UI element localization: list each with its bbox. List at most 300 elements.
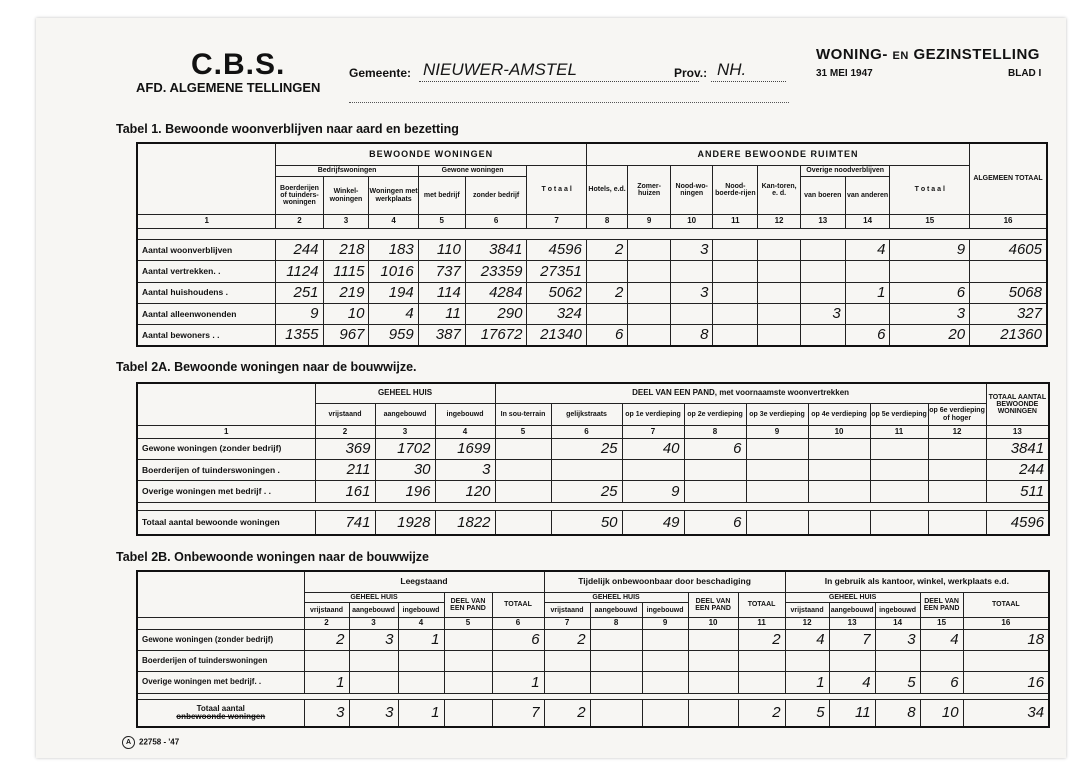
table2a-col-number: 9 <box>746 426 808 438</box>
table1-sub-bedrijf: Bedrijfswoningen <box>276 165 418 176</box>
table2b-col-number: 6 <box>492 618 544 630</box>
table-cell[interactable] <box>642 672 688 693</box>
table2a-col-number: 2 <box>315 426 375 438</box>
table-row <box>137 303 1047 324</box>
table-cell[interactable]: 1699 <box>435 438 495 459</box>
table-cell[interactable] <box>829 651 875 672</box>
table-total-row <box>137 511 1049 536</box>
table-cell[interactable]: 4605 <box>970 239 1047 260</box>
table1-col-met-bedrijf: met bedrijf <box>418 177 465 215</box>
form-title <box>816 46 1040 63</box>
table-cell[interactable]: 1355 <box>276 325 323 346</box>
table2b-geheel-huis: GEHEEL HUIS <box>304 592 444 603</box>
total-cell[interactable]: 34 <box>963 699 1049 727</box>
table2b-deel-pand: DEEL VAN EEN PAND <box>688 592 738 617</box>
total-cell[interactable]: 1822 <box>435 511 495 536</box>
table-cell[interactable] <box>928 460 986 481</box>
table-cell[interactable]: 6 <box>684 438 746 459</box>
table-cell[interactable]: 327 <box>970 303 1047 324</box>
table-cell[interactable] <box>642 629 688 650</box>
table-cell[interactable] <box>713 261 758 282</box>
table-cell[interactable]: 4 <box>920 629 963 650</box>
table-cell[interactable]: 219 <box>323 282 369 303</box>
table2b <box>136 570 1050 728</box>
table-cell[interactable] <box>670 261 713 282</box>
table1 <box>136 142 1048 347</box>
table1-col-number: 15 <box>890 215 970 228</box>
table-cell[interactable]: 2 <box>304 629 349 650</box>
table-cell[interactable] <box>628 239 671 260</box>
table-cell[interactable]: 737 <box>418 261 465 282</box>
table-cell[interactable] <box>870 438 928 459</box>
table-cell[interactable] <box>349 672 398 693</box>
table-cell[interactable] <box>628 261 671 282</box>
table2b-title: Tabel 2B. Onbewoonde woningen naar de bouwwijze <box>116 550 429 564</box>
table-cell[interactable]: 110 <box>418 239 465 260</box>
table2b-group-header: In gebruik als kantoor, winkel, werkplaats e.d. <box>785 571 1049 592</box>
table-cell[interactable]: 21340 <box>527 325 586 346</box>
table-cell[interactable] <box>758 325 801 346</box>
table2b-geheel-huis: GEHEEL HUIS <box>544 592 688 603</box>
table-cell[interactable]: 25 <box>551 481 622 502</box>
table-cell[interactable] <box>628 282 671 303</box>
table-cell[interactable] <box>495 481 551 502</box>
table-cell[interactable] <box>738 672 785 693</box>
table-cell[interactable] <box>758 303 801 324</box>
table-cell[interactable]: 290 <box>465 303 527 324</box>
table-cell[interactable]: 23359 <box>465 261 527 282</box>
table-cell[interactable]: 20 <box>890 325 970 346</box>
total-cell[interactable] <box>688 699 738 727</box>
table-cell[interactable] <box>800 239 845 260</box>
table-cell[interactable] <box>590 651 642 672</box>
table1-col-number: 8 <box>586 215 627 228</box>
table-cell[interactable]: 1702 <box>375 438 435 459</box>
table-cell[interactable]: 18 <box>963 629 1049 650</box>
table1-col-number: 14 <box>845 215 890 228</box>
table-cell[interactable] <box>738 651 785 672</box>
table-cell[interactable]: 4596 <box>527 239 586 260</box>
table-cell[interactable]: 1 <box>304 672 349 693</box>
table-cell[interactable] <box>963 651 1049 672</box>
table-cell[interactable] <box>875 651 920 672</box>
table-cell[interactable]: 40 <box>622 438 684 459</box>
table2b-col-number: 14 <box>875 618 920 630</box>
table-cell[interactable] <box>304 651 349 672</box>
table-cell[interactable] <box>684 460 746 481</box>
total-cell[interactable]: 1 <box>398 699 444 727</box>
table-cell[interactable]: 4 <box>829 672 875 693</box>
table2a-col-number: 11 <box>870 426 928 438</box>
table-row <box>137 325 1047 346</box>
table-cell[interactable]: 251 <box>276 282 323 303</box>
table-cell[interactable]: 8 <box>670 325 713 346</box>
total-cell[interactable]: 6 <box>684 511 746 536</box>
table-cell[interactable] <box>713 303 758 324</box>
table-cell[interactable] <box>800 261 845 282</box>
table-cell[interactable] <box>808 438 870 459</box>
table2b-totaal: TOTAAL <box>738 592 785 617</box>
table-cell[interactable]: 7 <box>829 629 875 650</box>
table-row <box>137 282 1047 303</box>
table1-body <box>137 239 1047 346</box>
table-cell[interactable]: 244 <box>986 460 1049 481</box>
table2b-deel-pand: DEEL VAN EEN PAND <box>444 592 492 617</box>
table-cell[interactable] <box>398 672 444 693</box>
table-cell[interactable] <box>590 672 642 693</box>
table-cell[interactable]: 959 <box>369 325 418 346</box>
total-cell[interactable]: 2 <box>544 699 590 727</box>
row-label: Overige woningen met bedrijf . . <box>137 481 315 502</box>
table2b-col-number: 5 <box>444 618 492 630</box>
table-cell[interactable]: 5062 <box>527 282 586 303</box>
table-cell[interactable]: 1016 <box>369 261 418 282</box>
table-cell[interactable] <box>688 629 738 650</box>
table-cell[interactable] <box>800 325 845 346</box>
table2b-body <box>137 629 1049 727</box>
table-cell[interactable]: 1 <box>845 282 890 303</box>
table2a-col-header: ingebouwd <box>435 403 495 425</box>
table-cell[interactable]: 6 <box>845 325 890 346</box>
table-cell[interactable] <box>890 261 970 282</box>
table-cell[interactable] <box>870 460 928 481</box>
table-cell[interactable] <box>684 481 746 502</box>
table1-col-number: 7 <box>527 215 586 228</box>
form-title-part-3: GEZINSTELLING <box>913 46 1040 63</box>
table2b-totaal: TOTAAL <box>963 592 1049 617</box>
table2a-col-header: op 2e verdieping <box>684 403 746 425</box>
table2b-col-number: 3 <box>349 618 398 630</box>
table2b-col-header: aangebouwd <box>349 603 398 618</box>
total-cell[interactable] <box>746 511 808 536</box>
row-label: Gewone woningen (zonder bedrijf) <box>137 438 315 459</box>
table2a <box>136 382 1050 536</box>
table1-col-van-boeren: van boeren <box>800 177 845 215</box>
table-cell[interactable]: 324 <box>527 303 586 324</box>
table-cell[interactable]: 3 <box>875 629 920 650</box>
table-cell[interactable] <box>444 672 492 693</box>
table1-col-number: 2 <box>276 215 323 228</box>
table2b-col-number: 13 <box>829 618 875 630</box>
table-cell[interactable]: 183 <box>369 239 418 260</box>
table-cell[interactable] <box>398 651 444 672</box>
gemeente-label: Gemeente: <box>349 66 412 80</box>
table-cell[interactable]: 2 <box>544 629 590 650</box>
table-cell[interactable]: 1 <box>398 629 444 650</box>
table-cell[interactable] <box>586 261 627 282</box>
table2a-col-number: 8 <box>684 426 746 438</box>
table1-col-number: 3 <box>323 215 369 228</box>
row-label: Overige woningen met bedrijf. . <box>137 672 304 693</box>
table2b-corner <box>137 571 304 618</box>
total-cell[interactable] <box>808 511 870 536</box>
total-cell[interactable]: 11 <box>829 699 875 727</box>
total-cell[interactable]: 3 <box>304 699 349 727</box>
table2a-body <box>137 438 1049 535</box>
table-cell[interactable]: 244 <box>276 239 323 260</box>
table-cell[interactable] <box>928 481 986 502</box>
table2b-column-numbers <box>137 618 1049 630</box>
row-label: Aantal bewoners . . <box>137 325 276 346</box>
table-cell[interactable] <box>642 651 688 672</box>
table-cell[interactable] <box>628 325 671 346</box>
table-cell[interactable] <box>670 303 713 324</box>
table-cell[interactable] <box>758 239 801 260</box>
table-cell[interactable] <box>713 325 758 346</box>
table-cell[interactable] <box>444 629 492 650</box>
table-cell[interactable]: 3841 <box>465 239 527 260</box>
table-cell[interactable] <box>808 460 870 481</box>
table2a-col-header: op 3e verdieping <box>746 403 808 425</box>
table1-col-zomer: Zomer-huizen <box>628 165 671 214</box>
table2b-col-header: ingebouwd <box>875 603 920 618</box>
table-cell[interactable]: 16 <box>963 672 1049 693</box>
table-cell[interactable]: 17672 <box>465 325 527 346</box>
table-cell[interactable]: 6 <box>890 282 970 303</box>
census-date: 31 MEI 1947 <box>816 68 873 79</box>
total-cell[interactable]: 2 <box>738 699 785 727</box>
table-cell[interactable]: 9 <box>276 303 323 324</box>
table-cell[interactable] <box>444 651 492 672</box>
table-cell[interactable]: 161 <box>315 481 375 502</box>
table1-col-kantoren: Kan-toren, e. d. <box>758 165 801 214</box>
table-cell[interactable] <box>349 651 398 672</box>
table-cell[interactable] <box>845 303 890 324</box>
row-label: Aantal huishoudens . <box>137 282 276 303</box>
table-cell[interactable] <box>628 303 671 324</box>
table2a-col-number: 10 <box>808 426 870 438</box>
table-cell[interactable]: 9 <box>890 239 970 260</box>
table-cell[interactable]: 6 <box>586 325 627 346</box>
table-cell[interactable]: 3 <box>670 282 713 303</box>
total-cell[interactable]: 50 <box>551 511 622 536</box>
table-cell[interactable]: 218 <box>323 239 369 260</box>
table-cell[interactable]: 2 <box>586 239 627 260</box>
table-cell[interactable] <box>713 239 758 260</box>
table-cell[interactable] <box>544 651 590 672</box>
table-cell[interactable]: 120 <box>435 481 495 502</box>
table-cell[interactable] <box>758 261 801 282</box>
spacer-cell <box>137 502 1049 510</box>
table-cell[interactable] <box>688 672 738 693</box>
table1-algemeen-header: ALGEMEEN TOTAAL <box>970 143 1047 215</box>
footer <box>122 736 179 749</box>
table2a-col-number: 3 <box>375 426 435 438</box>
total-cell[interactable] <box>642 699 688 727</box>
table-cell[interactable] <box>590 629 642 650</box>
total-cell[interactable]: 1928 <box>375 511 435 536</box>
table-cell[interactable]: 27351 <box>527 261 586 282</box>
table2b-col-header: ingebouwd <box>398 603 444 618</box>
table-cell[interactable]: 387 <box>418 325 465 346</box>
table-cell[interactable] <box>713 282 758 303</box>
table1-title: Tabel 1. Bewoonde woonverblijven naar aard en bezetting <box>116 122 459 136</box>
table-cell[interactable] <box>785 651 829 672</box>
table1-spacer <box>137 228 1047 239</box>
table-cell[interactable] <box>808 481 870 502</box>
total-label <box>137 699 304 727</box>
table-cell[interactable]: 1 <box>492 672 544 693</box>
table1-col-van-anderen: van anderen <box>845 177 890 215</box>
table1-corner <box>137 143 276 215</box>
table1-col-hotels: Hotels, e.d. <box>586 165 627 214</box>
table-cell[interactable]: 194 <box>369 282 418 303</box>
table2b-deel-pand: DEEL VAN EEN PAND <box>920 592 963 617</box>
table-cell[interactable]: 511 <box>986 481 1049 502</box>
page-number: BLAD I <box>1008 68 1042 79</box>
table-cell[interactable] <box>970 261 1047 282</box>
table2a-col-number: 5 <box>495 426 551 438</box>
table2b-col-number: 10 <box>688 618 738 630</box>
table-cell[interactable] <box>758 282 801 303</box>
table-cell[interactable] <box>845 261 890 282</box>
table-cell[interactable]: 3 <box>349 629 398 650</box>
table-cell[interactable]: 1124 <box>276 261 323 282</box>
table-cell[interactable]: 2 <box>738 629 785 650</box>
table1-col-winkel: Winkel-woningen <box>323 177 369 215</box>
print-code: 22758 - '47 <box>139 737 180 747</box>
table1-col-number: 11 <box>713 215 758 228</box>
table-cell[interactable] <box>688 651 738 672</box>
total-cell[interactable]: 5 <box>785 699 829 727</box>
table2a-title: Tabel 2A. Bewoonde woningen naar de bouwwijze. <box>116 360 417 374</box>
table1-col-boerderij: Boerderijen of tuinders-woningen <box>276 177 323 215</box>
table-cell[interactable]: 11 <box>418 303 465 324</box>
table2a-col-header: op 4e verdieping <box>808 403 870 425</box>
table1-column-numbers <box>137 215 1047 228</box>
table2b-col-header: vrijstaand <box>785 603 829 618</box>
table-cell[interactable]: 4 <box>785 629 829 650</box>
gemeente-field[interactable]: NIEUWER-AMSTEL <box>419 60 699 82</box>
table-cell[interactable] <box>746 460 808 481</box>
table-cell[interactable]: 9 <box>622 481 684 502</box>
table-cell[interactable] <box>920 651 963 672</box>
total-cell[interactable]: 741 <box>315 511 375 536</box>
table2b-col-header: aangebouwd <box>590 603 642 618</box>
table2a-col-header: gelijkstraats <box>551 403 622 425</box>
table2b-col-header: aangebouwd <box>829 603 875 618</box>
total-cell[interactable]: 49 <box>622 511 684 536</box>
table-cell[interactable] <box>800 282 845 303</box>
table2b-col-header: vrijstaand <box>544 603 590 618</box>
table-cell[interactable] <box>495 460 551 481</box>
table1-col-number: 9 <box>628 215 671 228</box>
table2b-totaal: TOTAAL <box>492 592 544 617</box>
table-cell[interactable] <box>495 438 551 459</box>
total-cell[interactable]: 4596 <box>986 511 1049 536</box>
table-cell[interactable]: 25 <box>551 438 622 459</box>
table-row <box>137 629 1049 650</box>
table2b-col-header: vrijstaand <box>304 603 349 618</box>
table1-group-andere: ANDERE BEWOONDE RUIMTEN <box>586 143 969 165</box>
table1-col-totaal-2: T o t a a l <box>890 165 970 214</box>
table-cell[interactable]: 3 <box>435 460 495 481</box>
table-cell[interactable]: 196 <box>375 481 435 502</box>
table-cell[interactable]: 6 <box>492 629 544 650</box>
table2b-col-number: 15 <box>920 618 963 630</box>
table1-col-number: 10 <box>670 215 713 228</box>
table1-col-werkplaats: Woningen met werkplaats <box>369 177 418 215</box>
total-cell[interactable] <box>444 699 492 727</box>
table2a-col-number: 13 <box>986 426 1049 438</box>
table-cell[interactable] <box>622 460 684 481</box>
table-cell[interactable]: 3841 <box>986 438 1049 459</box>
table2b-col-number: 9 <box>642 618 688 630</box>
table1-col-nood: Nood-wo-ningen <box>670 165 713 214</box>
table-cell[interactable]: 4284 <box>465 282 527 303</box>
form-title-part-2: EN <box>892 50 909 62</box>
table-cell[interactable] <box>544 672 590 693</box>
table-cell[interactable]: 4 <box>369 303 418 324</box>
table-cell[interactable]: 967 <box>323 325 369 346</box>
table2a-col-number: 12 <box>928 426 986 438</box>
table-cell[interactable]: 3 <box>890 303 970 324</box>
total-cell[interactable] <box>928 511 986 536</box>
table-cell[interactable] <box>746 481 808 502</box>
total-cell[interactable] <box>495 511 551 536</box>
prov-field[interactable]: NH. <box>711 60 786 82</box>
table-cell[interactable]: 5 <box>875 672 920 693</box>
total-cell[interactable]: 3 <box>349 699 398 727</box>
table2b-col-number: 12 <box>785 618 829 630</box>
table2b-col-number: 11 <box>738 618 785 630</box>
table-cell[interactable]: 1115 <box>323 261 369 282</box>
table-cell[interactable]: 10 <box>323 303 369 324</box>
table-cell[interactable]: 5068 <box>970 282 1047 303</box>
table2b-group-headers <box>137 571 1049 592</box>
table1-col-number: 12 <box>758 215 801 228</box>
table1-col-number: 6 <box>465 215 527 228</box>
table-cell[interactable]: 30 <box>375 460 435 481</box>
table2a-col-header: vrijstaand <box>315 403 375 425</box>
total-cell[interactable] <box>870 511 928 536</box>
table-cell[interactable]: 2 <box>586 282 627 303</box>
row-label: Boerderijen of tuinderswoningen . <box>137 460 315 481</box>
org-name: C.B.S. <box>191 48 286 81</box>
table-cell[interactable] <box>492 651 544 672</box>
table2b-col-number: 16 <box>963 618 1049 630</box>
table-cell[interactable]: 369 <box>315 438 375 459</box>
total-cell[interactable]: 8 <box>875 699 920 727</box>
table2b-col-number-blank <box>137 618 304 630</box>
table-cell[interactable] <box>551 460 622 481</box>
table-cell[interactable]: 211 <box>315 460 375 481</box>
table1-group-bewoonde: BEWOONDE WONINGEN <box>276 143 586 165</box>
table1-col-number: 1 <box>137 215 276 228</box>
table-row <box>137 438 1049 459</box>
total-cell[interactable]: 7 <box>492 699 544 727</box>
table2a-column-numbers <box>137 426 1049 438</box>
table-cell[interactable]: 21360 <box>970 325 1047 346</box>
table-cell[interactable] <box>928 438 986 459</box>
table-cell[interactable]: 3 <box>800 303 845 324</box>
table-cell[interactable] <box>870 481 928 502</box>
table-cell[interactable] <box>746 438 808 459</box>
table-cell[interactable]: 1 <box>785 672 829 693</box>
table-cell[interactable] <box>586 303 627 324</box>
table1-col-zonder-bedrijf: zonder bedrijf <box>465 177 527 215</box>
table-cell[interactable]: 114 <box>418 282 465 303</box>
table-cell[interactable]: 6 <box>920 672 963 693</box>
total-cell[interactable]: 10 <box>920 699 963 727</box>
table-cell[interactable]: 4 <box>845 239 890 260</box>
table1-col-noodboerderijen: Nood-boerde-rijen <box>713 165 758 214</box>
table-row <box>137 460 1049 481</box>
total-cell[interactable] <box>590 699 642 727</box>
table-cell[interactable]: 3 <box>670 239 713 260</box>
census-form-sheet <box>36 18 1066 758</box>
printer-mark-icon: A <box>122 736 135 749</box>
